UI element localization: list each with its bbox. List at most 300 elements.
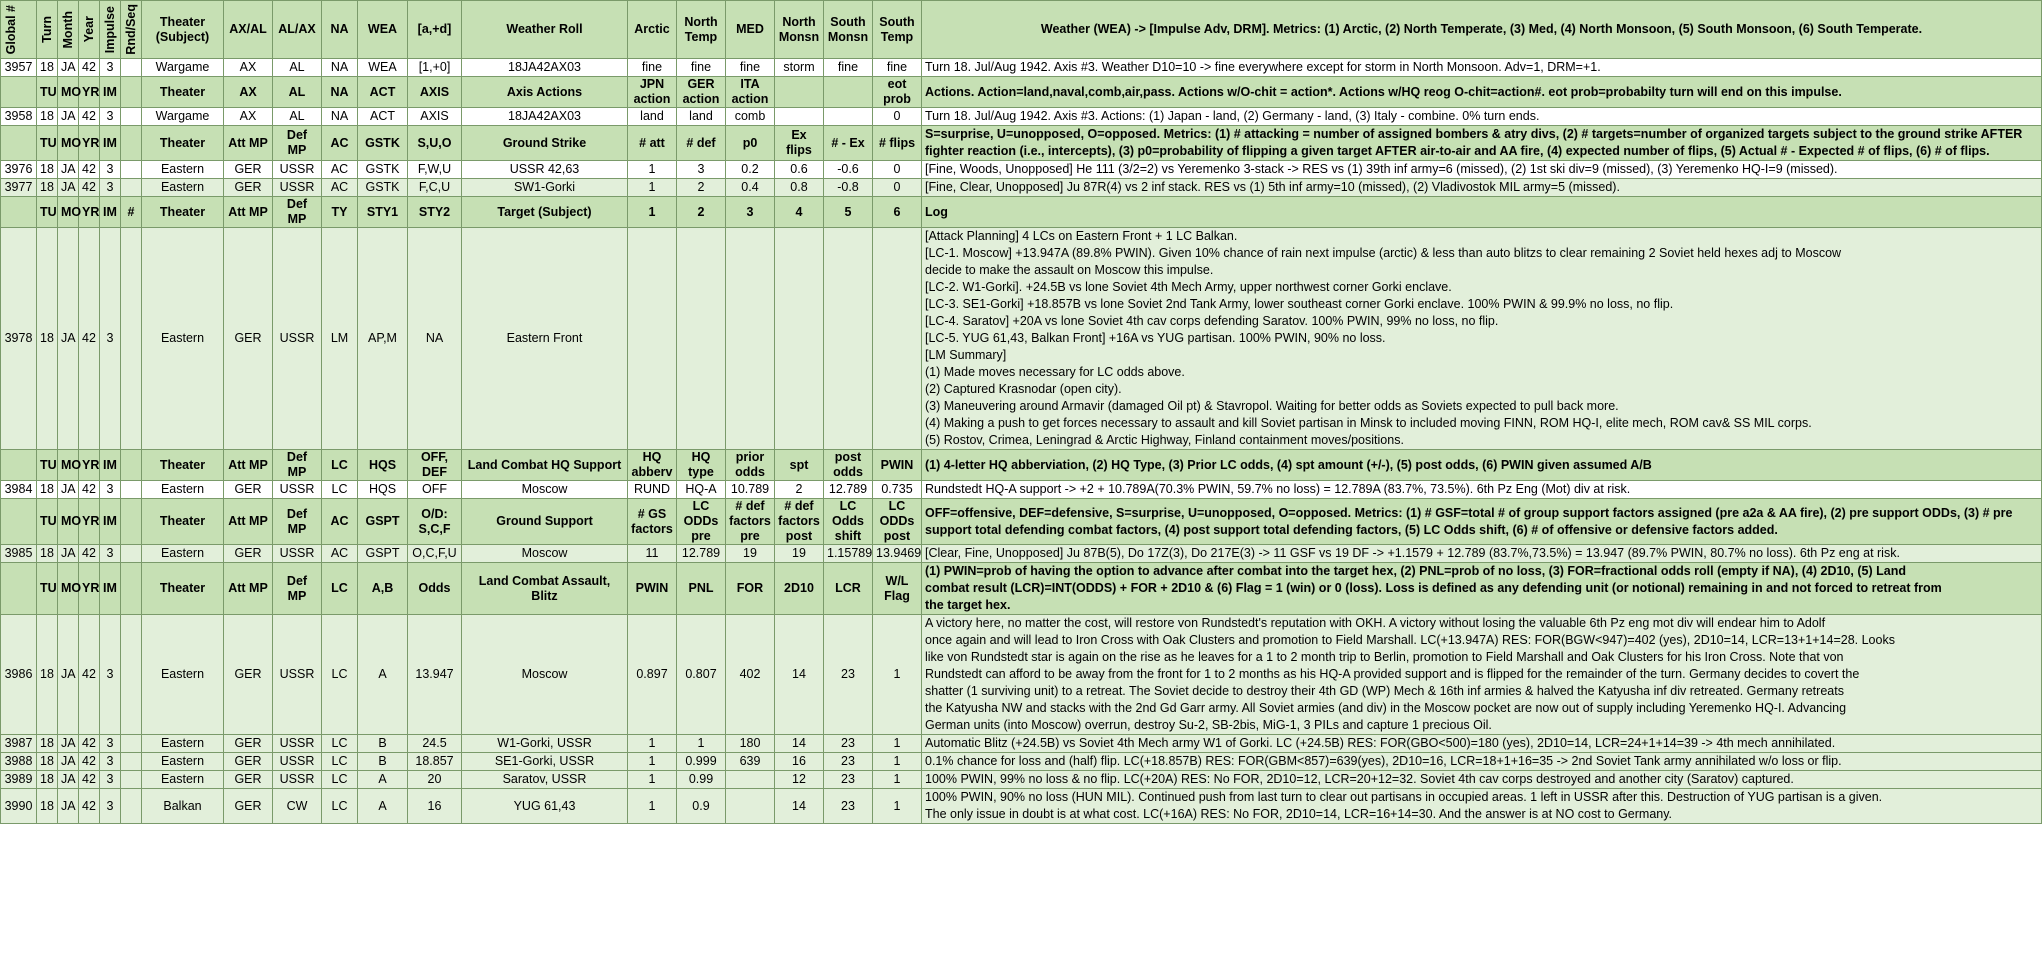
table-cell xyxy=(121,450,142,481)
table-cell: 14 xyxy=(775,735,824,753)
table-cell: 18 xyxy=(37,59,58,77)
table-cell: 12 xyxy=(775,771,824,789)
table-cell xyxy=(824,108,873,126)
table-cell: TU xyxy=(37,450,58,481)
table-cell: 0.999 xyxy=(677,753,726,771)
table-cell: # def factors post xyxy=(775,499,824,545)
table-cell xyxy=(824,77,873,108)
table-cell xyxy=(121,545,142,563)
table-cell: GER xyxy=(224,615,273,735)
table-cell: Moscow xyxy=(462,545,628,563)
table-cell xyxy=(1,450,37,481)
table-cell xyxy=(121,108,142,126)
table-cell: S,U,O xyxy=(408,126,462,161)
table-cell: AP,M xyxy=(358,228,408,450)
table-row xyxy=(1,481,2042,499)
table-cell: 14 xyxy=(775,789,824,824)
table-row xyxy=(1,753,2042,771)
table-cell: 3 xyxy=(100,161,121,179)
table-cell: 19 xyxy=(775,545,824,563)
section-header-row xyxy=(1,499,2042,545)
log-cell xyxy=(922,77,2042,108)
table-cell: JA xyxy=(58,228,79,450)
table-cell: 0.2 xyxy=(726,161,775,179)
table-cell: 13.947 xyxy=(408,615,462,735)
table-cell: # xyxy=(121,197,142,228)
table-cell: AX xyxy=(224,77,273,108)
table-cell: Def MP xyxy=(273,197,322,228)
table-cell xyxy=(121,59,142,77)
table-cell: GSTK xyxy=(358,161,408,179)
table-cell: 42 xyxy=(79,545,100,563)
table-cell xyxy=(121,481,142,499)
table-cell: 23 xyxy=(824,735,873,753)
table-cell: F,W,U xyxy=(408,161,462,179)
table-cell: MO xyxy=(58,499,79,545)
table-cell: TU xyxy=(37,499,58,545)
table-cell xyxy=(677,228,726,450)
log-line: the target hex. xyxy=(925,598,1011,612)
table-cell: 3 xyxy=(100,179,121,197)
table-cell: TU xyxy=(37,563,58,615)
table-cell: OFF xyxy=(408,481,462,499)
table-cell: JA xyxy=(58,179,79,197)
table-cell: 11 xyxy=(628,545,677,563)
table-cell: LC ODDs post xyxy=(873,499,922,545)
table-cell: storm xyxy=(775,59,824,77)
table-cell: SE1-Gorki, USSR xyxy=(462,753,628,771)
table-cell: 42 xyxy=(79,753,100,771)
table-cell: 2 xyxy=(677,179,726,197)
table-row xyxy=(1,735,2042,753)
table-cell: NA xyxy=(408,228,462,450)
table-cell: 2 xyxy=(677,197,726,228)
table-cell: fine xyxy=(873,59,922,77)
table-cell: Ground Support xyxy=(462,499,628,545)
table-cell: AXIS xyxy=(408,77,462,108)
table-row xyxy=(1,179,2042,197)
table-cell: MO xyxy=(58,126,79,161)
table-cell: FOR xyxy=(726,563,775,615)
section-header-row xyxy=(1,77,2042,108)
table-cell: GER xyxy=(224,161,273,179)
table-cell: 12.789 xyxy=(677,545,726,563)
table-cell: Theater xyxy=(142,563,224,615)
log-line: once again and will lead to Iron Cross with Oak Clusters and promotion to Field Marshall. LC(+13.947A) RES: FOR(BGW<947)=402 (yes), 2D10=14, LCR=13+1+14=28. Looks xyxy=(925,633,1895,647)
table-cell: 0.4 xyxy=(726,179,775,197)
table-row xyxy=(1,161,2042,179)
table-cell: 3 xyxy=(100,228,121,450)
table-cell xyxy=(121,735,142,753)
table-cell: STY1 xyxy=(358,197,408,228)
table-cell: 1 xyxy=(628,197,677,228)
table-row xyxy=(1,545,2042,563)
column-header-row xyxy=(1,1,2042,59)
table-cell: # def factors pre xyxy=(726,499,775,545)
table-cell: AX xyxy=(224,108,273,126)
table-cell: Land Combat HQ Support xyxy=(462,450,628,481)
table-cell xyxy=(726,771,775,789)
table-cell: post odds xyxy=(824,450,873,481)
table-cell: 18 xyxy=(37,179,58,197)
table-cell: PWIN xyxy=(628,563,677,615)
table-cell: Theater xyxy=(142,197,224,228)
table-cell: 1 xyxy=(873,789,922,824)
log-line: [Attack Planning] 4 LCs on Eastern Front + 1 LC Balkan. xyxy=(925,229,1238,243)
log-line: shatter (1 surviving unit) to a retreat. The Soviet decide to destroy their 4th GD (WP) Mech & 16th inf armies & halved the Katyusha inf div retreated. Germany retreats xyxy=(925,684,1844,698)
table-cell: IM xyxy=(100,126,121,161)
table-cell: Eastern xyxy=(142,615,224,735)
table-cell: 3 xyxy=(100,59,121,77)
log-line: (1) PWIN=prob of having the option to advance after combat into the target hex, (2) PNL=prob of no loss, (3) FOR=fractional odds roll (empty if NA), (4) 2D10, (5) Land xyxy=(925,564,1906,578)
table-cell: Saratov, USSR xyxy=(462,771,628,789)
table-cell: YUG 61,43 xyxy=(462,789,628,824)
table-cell: Moscow xyxy=(462,481,628,499)
table-cell: NA xyxy=(322,59,358,77)
log-line: decide to make the assault on Moscow this impulse. xyxy=(925,263,1214,277)
table-cell: 3978 xyxy=(1,228,37,450)
table-cell: JA xyxy=(58,161,79,179)
table-cell xyxy=(726,228,775,450)
table-cell: # att xyxy=(628,126,677,161)
table-cell: 0 xyxy=(873,108,922,126)
col-turn: Turn xyxy=(37,1,58,59)
table-cell: Theater xyxy=(142,126,224,161)
log-line: [LC-3. SE1-Gorki] +18.857B vs lone Soviet 2nd Tank Army, lower southeast corner Gorki enclave. 100% PWIN & 99.9% no loss, no flip. xyxy=(925,297,1674,311)
log-cell xyxy=(922,108,2042,126)
table-cell: 3 xyxy=(100,789,121,824)
table-cell: USSR xyxy=(273,228,322,450)
table-cell: LC xyxy=(322,753,358,771)
table-cell: -0.6 xyxy=(824,161,873,179)
table-cell: 3 xyxy=(726,197,775,228)
table-cell: 42 xyxy=(79,108,100,126)
table-cell: 3988 xyxy=(1,753,37,771)
table-cell: JA xyxy=(58,771,79,789)
table-cell: 1 xyxy=(628,753,677,771)
col-month: Month xyxy=(58,1,79,59)
table-cell: AC xyxy=(322,545,358,563)
table-cell: 3 xyxy=(100,753,121,771)
table-cell: 12.789 xyxy=(824,481,873,499)
table-cell: 3957 xyxy=(1,59,37,77)
log-cell xyxy=(922,735,2042,753)
table-cell: AC xyxy=(322,126,358,161)
table-cell: land xyxy=(628,108,677,126)
table-cell: p0 xyxy=(726,126,775,161)
table-cell: Ex flips xyxy=(775,126,824,161)
log-line: (5) Rostov, Crimea, Leningrad & Arctic Highway, Finland containment moves/positions. xyxy=(925,433,1404,447)
log-line: [Fine, Woods, Unopposed] He 111 (3/2=2) vs Yeremenko 3-stack -> RES vs (1) 39th inf army=6 (missed), (2) 1st ski div=9 (missed), (3) Yeremenko HQ-I=9 (missed). xyxy=(925,162,1838,176)
table-cell: 639 xyxy=(726,753,775,771)
table-row xyxy=(1,615,2042,735)
table-cell: 3990 xyxy=(1,789,37,824)
table-cell: 20 xyxy=(408,771,462,789)
table-cell: 0.897 xyxy=(628,615,677,735)
table-cell: MO xyxy=(58,450,79,481)
table-cell xyxy=(775,228,824,450)
table-cell: USSR xyxy=(273,161,322,179)
table-cell xyxy=(121,228,142,450)
log-cell xyxy=(922,545,2042,563)
table-cell: 3958 xyxy=(1,108,37,126)
table-cell: YR xyxy=(79,77,100,108)
log-line: Turn 18. Jul/Aug 1942. Axis #3. Weather D10=10 -> fine everywhere except for storm in North Monsoon. Adv=1, DRM=+1. xyxy=(925,60,1601,74)
table-cell: 23 xyxy=(824,771,873,789)
log-line: the Katyusha NW and stacks with the 2nd Gd Garr army. All Soviet armies (and div) in the Moscow pocket are now out of supply including Yeremenko HQ-I. Advancing xyxy=(925,701,1847,715)
table-cell: 0.807 xyxy=(677,615,726,735)
table-row xyxy=(1,59,2042,77)
log-line: [LC-4. Saratov] +20A vs lone Soviet 4th cav corps defending Saratov. 100% PWIN, 99% no loss, no flip. xyxy=(925,314,1499,328)
log-line: A victory here, no matter the cost, will restore von Rundstedt's reputation with OKH. A victory without losing the valuable 6th Pz eng mot div will endear him to Adolf xyxy=(925,616,1826,630)
table-cell: 3976 xyxy=(1,161,37,179)
table-cell: AL xyxy=(273,108,322,126)
table-cell: IM xyxy=(100,197,121,228)
table-cell: eot prob xyxy=(873,77,922,108)
table-cell: NA xyxy=(322,108,358,126)
table-cell: IM xyxy=(100,563,121,615)
table-cell: Wargame xyxy=(142,108,224,126)
table-cell: GER xyxy=(224,789,273,824)
table-cell: 1 xyxy=(873,753,922,771)
table-cell xyxy=(1,499,37,545)
table-cell xyxy=(873,228,922,450)
log-cell xyxy=(922,499,2042,545)
table-cell: USSR xyxy=(273,179,322,197)
table-cell: LC xyxy=(322,615,358,735)
table-cell: Eastern xyxy=(142,735,224,753)
table-cell: Def MP xyxy=(273,563,322,615)
table-row xyxy=(1,228,2042,450)
table-cell: YR xyxy=(79,197,100,228)
table-cell: PWIN xyxy=(873,450,922,481)
col-al-ax: AL/AX xyxy=(273,1,322,59)
table-cell xyxy=(121,771,142,789)
table-cell: 3 xyxy=(100,545,121,563)
table-cell xyxy=(121,179,142,197)
table-cell: 3 xyxy=(100,481,121,499)
log-cell xyxy=(922,753,2042,771)
col-metric-6: South Temp xyxy=(873,1,922,59)
log-line: (1) Made moves necessary for LC odds above. xyxy=(925,365,1185,379)
table-cell: Land Combat Assault, Blitz xyxy=(462,563,628,615)
table-cell: Eastern xyxy=(142,753,224,771)
table-cell: 1 xyxy=(873,771,922,789)
log-cell xyxy=(922,789,2042,824)
table-cell xyxy=(121,499,142,545)
table-cell: GER xyxy=(224,545,273,563)
table-cell: # - Ex xyxy=(824,126,873,161)
table-cell: 18 xyxy=(37,771,58,789)
table-cell xyxy=(121,789,142,824)
table-cell: 42 xyxy=(79,161,100,179)
table-cell: 1 xyxy=(628,179,677,197)
table-cell: 42 xyxy=(79,615,100,735)
table-cell: Target (Subject) xyxy=(462,197,628,228)
table-cell: 0.735 xyxy=(873,481,922,499)
table-cell: MO xyxy=(58,197,79,228)
table-cell: USSR xyxy=(273,481,322,499)
table-cell: GSTK xyxy=(358,179,408,197)
table-cell: JA xyxy=(58,108,79,126)
table-cell: 0 xyxy=(873,179,922,197)
table-row xyxy=(1,789,2042,824)
table-cell: A,B xyxy=(358,563,408,615)
table-cell: GSTK xyxy=(358,126,408,161)
table-cell: Eastern Front xyxy=(462,228,628,450)
table-cell: Eastern xyxy=(142,545,224,563)
table-cell: 1 xyxy=(628,789,677,824)
table-cell: 180 xyxy=(726,735,775,753)
table-cell: 3 xyxy=(100,771,121,789)
table-cell: USSR xyxy=(273,771,322,789)
table-cell: 0.6 xyxy=(775,161,824,179)
table-cell: Eastern xyxy=(142,481,224,499)
table-cell: Def MP xyxy=(273,499,322,545)
table-cell: 6 xyxy=(873,197,922,228)
table-cell: fine xyxy=(677,59,726,77)
table-cell: USSR 42,63 xyxy=(462,161,628,179)
table-cell: PNL xyxy=(677,563,726,615)
table-cell: 0.99 xyxy=(677,771,726,789)
table-cell: LC xyxy=(322,735,358,753)
table-cell: YR xyxy=(79,563,100,615)
table-cell: fine xyxy=(726,59,775,77)
table-cell: JA xyxy=(58,545,79,563)
table-row xyxy=(1,771,2042,789)
log-line: (2) Captured Krasnodar (open city). xyxy=(925,382,1122,396)
table-cell: 24.5 xyxy=(408,735,462,753)
table-cell: JA xyxy=(58,753,79,771)
table-cell: A xyxy=(358,789,408,824)
log-line: The only issue in doubt is at what cost. LC(+16A) RES: No FOR, 2D10=14, LCR=16+14=30. And the answer is at NO cost to Germany. xyxy=(925,807,1673,821)
table-cell: 16 xyxy=(408,789,462,824)
table-cell: STY2 xyxy=(408,197,462,228)
table-cell xyxy=(775,108,824,126)
table-cell: 402 xyxy=(726,615,775,735)
table-cell: LC ODDs pre xyxy=(677,499,726,545)
table-cell: AL xyxy=(273,77,322,108)
table-cell xyxy=(121,615,142,735)
log-line: 100% PWIN, 99% no loss & no flip. LC(+20A) RES: No FOR, 2D10=12, LCR=20+12=32. Soviet 4th cav corps destroyed and another city (Saratov) captured. xyxy=(925,772,1794,786)
table-cell: # GS factors xyxy=(628,499,677,545)
table-cell: 3 xyxy=(100,108,121,126)
table-cell: Eastern xyxy=(142,161,224,179)
table-cell: Att MP xyxy=(224,126,273,161)
table-body xyxy=(1,59,2042,824)
table-cell: AC xyxy=(322,499,358,545)
table-cell xyxy=(1,126,37,161)
table-cell: 5 xyxy=(824,197,873,228)
table-cell: 42 xyxy=(79,789,100,824)
table-cell: -0.8 xyxy=(824,179,873,197)
table-cell: 14 xyxy=(775,615,824,735)
table-cell: O/D: S,C,F xyxy=(408,499,462,545)
table-cell: 18 xyxy=(37,615,58,735)
table-cell: Att MP xyxy=(224,197,273,228)
table-cell xyxy=(1,197,37,228)
table-cell: Att MP xyxy=(224,499,273,545)
log-line: Log xyxy=(925,204,948,219)
table-cell: YR xyxy=(79,450,100,481)
table-cell: Balkan xyxy=(142,789,224,824)
table-cell: 18JA42AX03 xyxy=(462,59,628,77)
table-cell: USSR xyxy=(273,615,322,735)
table-cell: F,C,U xyxy=(408,179,462,197)
table-cell: LC xyxy=(322,771,358,789)
table-cell: Theater xyxy=(142,450,224,481)
table-cell: HQS xyxy=(358,481,408,499)
table-cell xyxy=(121,161,142,179)
log-line: (1) 4-letter HQ abberviation, (2) HQ Type, (3) Prior LC odds, (4) spt amount (+/-), (5) post odds, (6) PWIN given assumed A/B xyxy=(925,457,1652,472)
col-na: NA xyxy=(322,1,358,59)
table-cell: AX xyxy=(224,59,273,77)
col-theater: Theater (Subject) xyxy=(142,1,224,59)
table-cell: JA xyxy=(58,735,79,753)
table-cell: A xyxy=(358,615,408,735)
table-cell: 18 xyxy=(37,161,58,179)
table-cell: fine xyxy=(628,59,677,77)
table-cell: 3985 xyxy=(1,545,37,563)
table-cell: 3 xyxy=(100,615,121,735)
table-cell: MO xyxy=(58,563,79,615)
table-cell xyxy=(1,563,37,615)
table-cell: land xyxy=(677,108,726,126)
table-cell: 0.9 xyxy=(677,789,726,824)
table-cell: LM xyxy=(322,228,358,450)
table-cell: IM xyxy=(100,77,121,108)
log-line: German units (into Moscow) overrun, destroy Su-2, SB-2bis, MiG-1, 3 PILs and capture 1 precious Oil. xyxy=(925,718,1492,732)
table-cell: 3987 xyxy=(1,735,37,753)
table-cell: 18JA42AX03 xyxy=(462,108,628,126)
table-cell xyxy=(1,77,37,108)
table-cell: IM xyxy=(100,450,121,481)
table-cell: ITA action xyxy=(726,77,775,108)
table-cell: 2 xyxy=(775,481,824,499)
table-cell xyxy=(628,228,677,450)
table-cell: 3977 xyxy=(1,179,37,197)
table-cell: B xyxy=(358,753,408,771)
table-cell: Eastern xyxy=(142,771,224,789)
table-cell: WEA xyxy=(358,59,408,77)
log-line: [Clear, Fine, Unopposed] Ju 87B(5), Do 17Z(3), Do 217E(3) -> 11 GSF vs 19 DF -> +1.1579 + 12.789 (83.7%,73.5%) = 13.947 (89.7% PWIN, 80.7% no loss). 6th Pz eng at risk. xyxy=(925,546,1900,560)
table-cell: HQ-A xyxy=(677,481,726,499)
table-cell: 42 xyxy=(79,228,100,450)
col-rnd-seq: Rnd/Seq xyxy=(121,1,142,59)
col-metric-1: Arctic xyxy=(628,1,677,59)
table-cell xyxy=(121,753,142,771)
table-cell: 18 xyxy=(37,481,58,499)
table-cell: W1-Gorki, USSR xyxy=(462,735,628,753)
table-cell: Wargame xyxy=(142,59,224,77)
table-cell: OFF, DEF xyxy=(408,450,462,481)
table-cell: 18 xyxy=(37,228,58,450)
log-cell xyxy=(922,481,2042,499)
table-cell: GER xyxy=(224,481,273,499)
table-row xyxy=(1,108,2042,126)
table-cell: Odds xyxy=(408,563,462,615)
table-cell: ACT xyxy=(358,108,408,126)
table-cell: 23 xyxy=(824,615,873,735)
log-line: Turn 18. Jul/Aug 1942. Axis #3. Actions: (1) Japan - land, (2) Germany - land, (3) Italy - combine. 0% turn ends. xyxy=(925,109,1540,123)
table-cell: 18.857 xyxy=(408,753,462,771)
log-line: Rundstedt can afford to be away from the front for 1 to 2 months as his HQ-A provided support and is flipped for the remainder of the turn. Germany decides to covert the xyxy=(925,667,1860,681)
table-cell: Theater xyxy=(142,77,224,108)
table-cell: 16 xyxy=(775,753,824,771)
table-cell: A xyxy=(358,771,408,789)
table-cell: 1 xyxy=(628,771,677,789)
table-cell xyxy=(824,228,873,450)
